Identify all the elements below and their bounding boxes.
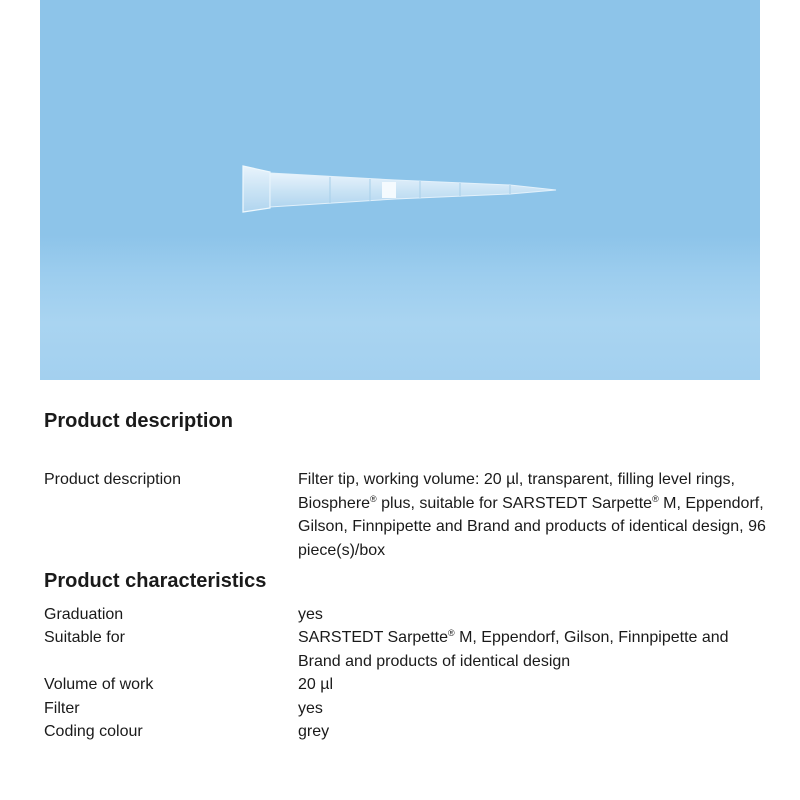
product-image [40, 0, 760, 380]
volume-value: 20 µl [298, 676, 334, 693]
description-value: Filter tip, working volume: 20 µl, transparent, filling level rings, Biosphere® plus, suitable for SARSTEDT Sarpette® M, Eppendorf, Gilson, Finnpipette and Brand and products of identical design, 96 piece(s)/box [298, 471, 766, 559]
graduation-value: yes [298, 606, 323, 623]
description-label: Product description [44, 471, 181, 488]
suitable-for-label: Suitable for [44, 629, 125, 646]
section-title-description: Product description [44, 410, 233, 432]
coding-colour-label: Coding colour [44, 723, 143, 740]
coding-colour-value: grey [298, 723, 330, 740]
filter-label: Filter [44, 700, 80, 717]
section-title-characteristics: Product characteristics [44, 570, 267, 592]
pipette-tip-illustration [40, 0, 760, 380]
volume-label: Volume of work [44, 676, 154, 693]
graduation-label: Graduation [44, 606, 124, 623]
suitable-for-value: SARSTEDT Sarpette® M, Eppendorf, Gilson, Finnpipette and Brand and products of identical design [298, 628, 729, 670]
filter-value: yes [298, 700, 323, 717]
